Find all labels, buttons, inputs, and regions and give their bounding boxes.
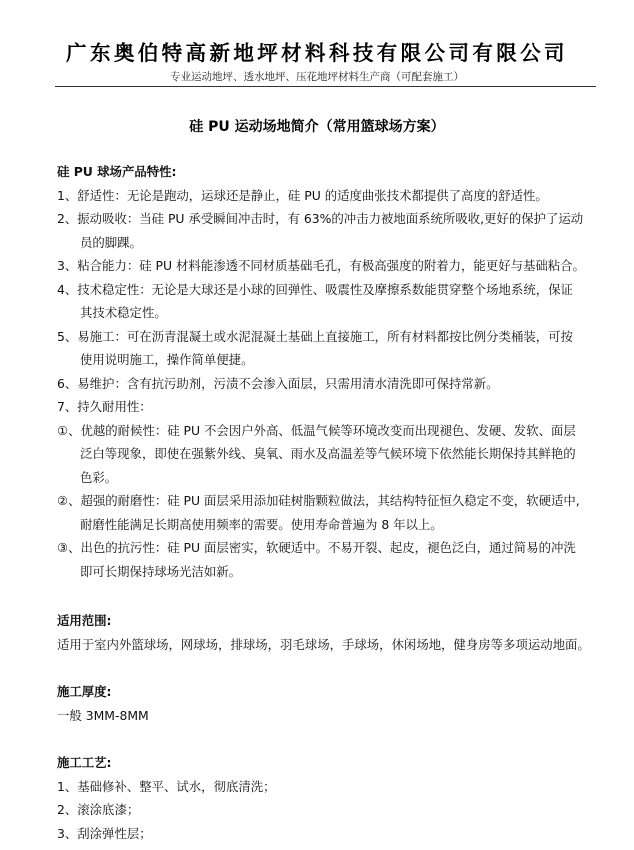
process-heading: 施工工艺: bbox=[57, 755, 112, 770]
feature-line: 5、易施工：可在沥青混凝土或水泥混凝土基础上直接施工，所有材料都按比例分类桶装，可按 bbox=[57, 328, 573, 344]
document-body bbox=[57, 160, 605, 845]
feature-line: 3、粘合能力：硅 PU 材料能渗透不同材质基础毛孔，有极高强度的附着力，能更好与基础粘合。 bbox=[57, 258, 585, 273]
section-gap bbox=[57, 727, 605, 751]
features-heading: 硅 PU 球场产品特性: bbox=[57, 164, 177, 179]
feature-line-continued: 耐磨性能满足长期高使用频率的需要。使用寿命普遍为 8 年以上。 bbox=[80, 516, 443, 532]
feature-line-continued: 即可长期保持球场光洁如新。 bbox=[80, 563, 242, 579]
feature-line: ①、优越的耐候性：硅 PU 不会因户外高、低温气候等环境改变而出现褪色、发硬、发软、面层 bbox=[57, 422, 576, 438]
feature-line: ③、出色的抗污性：硅 PU 面层密实，软硬适中。不易开裂、起皮，褪色泛白，通过简易的冲洗 bbox=[57, 540, 576, 555]
process-step: 1、基础修补、整平、试水，彻底清洗； bbox=[57, 778, 276, 794]
feature-line: 1、舒适性：无论是跑动，运球还是静止，硅 PU 的适度曲张技术都提供了高度的舒适性。 bbox=[57, 187, 548, 203]
process-step: 2、滚涂底漆； bbox=[57, 802, 140, 817]
document-title: 硅 PU 运动场地简介（常用篮球场方案） bbox=[189, 119, 445, 135]
thickness-heading: 施工厚度: bbox=[57, 684, 112, 699]
scope-heading: 适用范围: bbox=[57, 613, 112, 628]
feature-line: 7、持久耐用性： bbox=[57, 399, 152, 414]
company-tagline: 专业运动地坪、透水地坪、压花地坪材料生产商（可配套施工） bbox=[170, 71, 464, 83]
feature-line: 2、振动吸收：当硅 PU 承受瞬间冲击时，有 63%的冲击力被地面系统所吸收,更好的保护了运动 bbox=[57, 211, 584, 226]
feature-line: ②、超强的耐磨性：硅 PU 面层采用添加硅树脂颗粒做法，其结构特征恒久稳定不变，软硬适中, bbox=[57, 493, 580, 508]
section-gap bbox=[57, 583, 605, 609]
company-name: 广东奥伯特高新地坪材料科技有限公司有限公司 bbox=[66, 41, 568, 65]
process-step: 3、刮涂弹性层； bbox=[57, 825, 152, 841]
header-divider bbox=[55, 86, 596, 87]
feature-line-continued: 员的脚踝。 bbox=[80, 234, 142, 250]
feature-line-continued: 色彩。 bbox=[80, 469, 118, 485]
feature-line-continued: 其技术稳定性。 bbox=[80, 305, 167, 320]
thickness-text: 一般 3MM-8MM bbox=[57, 707, 149, 723]
feature-line-continued: 泛白等现象，即使在强紫外线、臭氧、雨水及高温差等气候环境下依然能长期保持其鲜艳的 bbox=[80, 446, 576, 461]
section-gap bbox=[57, 656, 605, 680]
feature-line: 4、技术稳定性：无论是大球还是小球的回弹性、吸震性及摩擦系数能贯穿整个场地系统，保证 bbox=[57, 281, 573, 297]
feature-line: 6、易维护：含有抗污助剂，污渍不会渗入面层，只需用清水清洗即可保持常新。 bbox=[57, 375, 499, 391]
scope-text: 适用于室内外篮球场，网球场，排球场，羽毛球场，手球场，休闲场地，健身房等多项运动地面。 bbox=[57, 636, 590, 652]
feature-line-continued: 使用说明施工，操作简单便捷。 bbox=[80, 352, 254, 367]
